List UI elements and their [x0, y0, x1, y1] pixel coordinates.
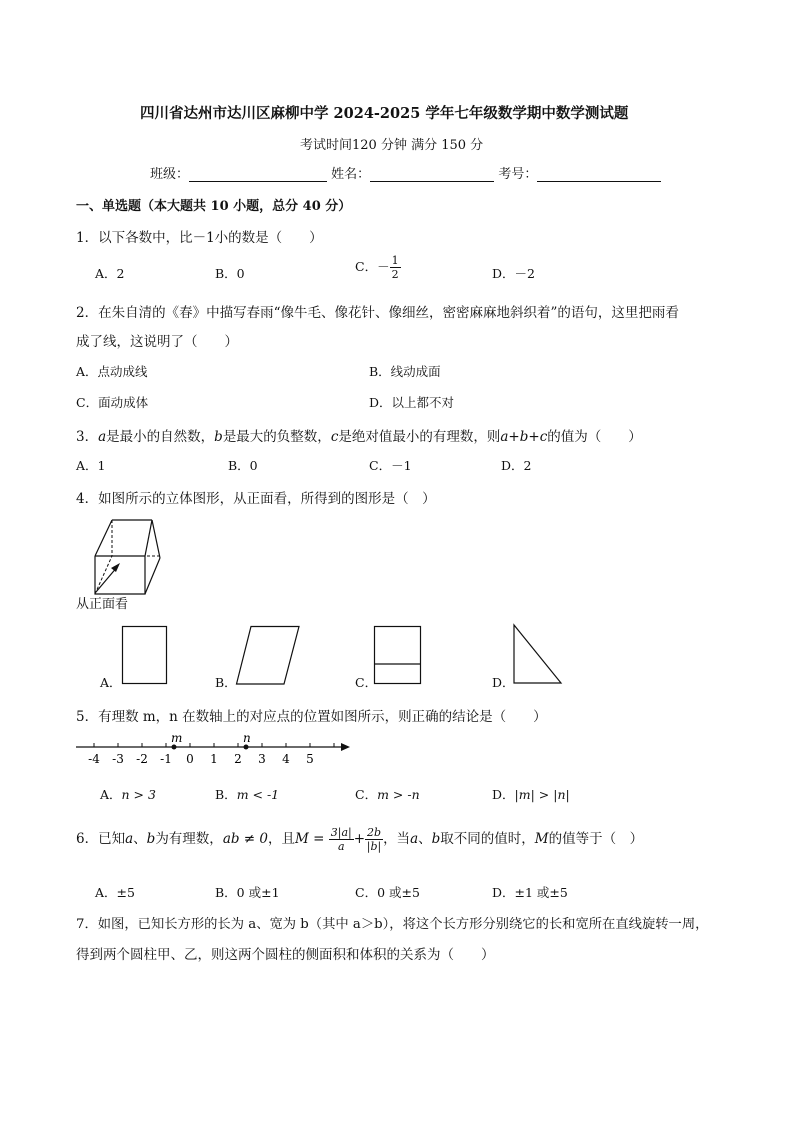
q3-text: 是最小的自然数， — [106, 429, 215, 445]
q3-var-a: a — [98, 429, 107, 445]
q3-expression: a+b+c — [500, 429, 548, 445]
number-line-arrow — [341, 743, 350, 751]
name-blank[interactable] — [370, 167, 494, 182]
q6-fraction-1 — [329, 826, 354, 853]
q2-stem-line2: 成了线，这说明了（ ） — [76, 334, 238, 350]
q6-stem — [76, 826, 643, 853]
q4-solid-figure — [80, 512, 170, 602]
q4-view-label: 从正面看 — [76, 597, 129, 612]
exam-info: 考试时间120 分钟 满分 150 分 — [300, 138, 484, 153]
q2-stem-line1: 2．在朱自清的《春》中描写春雨“像牛毛、像花针、像细丝，密密麻麻地斜织着”的语句，这里把雨看 — [76, 305, 679, 321]
number-line-tick-label: -4 — [88, 752, 100, 766]
q6-fraction-1-num: 3|a| — [330, 826, 352, 839]
q3-option-d[interactable]: D．2 — [501, 458, 532, 473]
q6-fraction-1-den: a — [337, 840, 345, 853]
q5-option-b[interactable] — [215, 785, 279, 803]
q6-text: ，当 — [383, 831, 411, 847]
q6-plus: + — [353, 831, 366, 847]
number-line-tick-label: 0 — [186, 752, 194, 766]
q7-stem-line2: 得到两个圆柱甲、乙，则这两个圆柱的侧面积和体积的关系为（ ） — [76, 947, 495, 963]
q1-option-c[interactable] — [355, 254, 401, 281]
q6-text: 的值等于（ ） — [548, 831, 644, 847]
q1-option-c-prefix: C．－ — [355, 259, 390, 274]
q6-var-a: a — [410, 831, 419, 847]
q6-fraction-2-den: |b| — [366, 840, 382, 853]
q6-var-b: b — [146, 831, 156, 847]
q3-text: 3． — [76, 429, 99, 445]
q4-option-b-parallelogram[interactable] — [236, 626, 300, 686]
q2-option-a[interactable]: A．点动成线 — [76, 364, 148, 379]
q3-var-b: b — [214, 429, 223, 445]
q6-var-a: a — [125, 831, 134, 847]
q5-option-a[interactable] — [100, 785, 156, 803]
number-line-tick-label: 5 — [306, 752, 314, 766]
q6-text: 、 — [133, 831, 147, 847]
q6-M-equals: M = — [295, 831, 325, 847]
q6-option-b[interactable]: B．0 或±1 — [215, 885, 280, 900]
class-label: 班级： — [150, 167, 190, 182]
number-line-tick-label: -1 — [160, 752, 172, 766]
number-line-tick-label: 4 — [282, 752, 290, 766]
point-n — [244, 745, 249, 750]
q3-option-a[interactable]: A．1 — [76, 458, 106, 473]
point-m — [172, 745, 177, 750]
q4-option-a[interactable]: A． — [100, 675, 122, 690]
q5-option-d-text: |m| > |n| — [514, 787, 570, 802]
q1-fraction-num: 1 — [391, 254, 399, 267]
q4-option-b[interactable]: B． — [215, 675, 237, 690]
q7-stem-line1: 7．如图，已知长方形的长为 a、宽为 b（其中 a＞b），将这个长方形分别绕它的长和宽所在直线旋转一周， — [76, 917, 709, 932]
q1-option-d[interactable]: D．－2 — [492, 266, 535, 281]
q5-option-d[interactable] — [492, 785, 570, 803]
q6-text: 、 — [418, 831, 432, 847]
q6-text: 为有理数， — [155, 831, 223, 847]
number-line-tick-label: 1 — [210, 752, 218, 766]
q4-option-c[interactable]: C． — [355, 675, 378, 690]
q5-option-b-prefix: B． — [215, 787, 237, 802]
q6-option-c[interactable]: C．0 或±5 — [355, 885, 420, 900]
number-line-tick-label: 2 — [234, 752, 242, 766]
name-label: 姓名： — [331, 167, 371, 182]
q6-option-a[interactable]: A．±5 — [95, 885, 135, 900]
q4-option-c-split-rectangle[interactable] — [374, 626, 422, 686]
q2-option-d[interactable]: D．以上都不对 — [369, 395, 455, 410]
q5-option-a-text: n > 3 — [121, 787, 156, 802]
q6-condition: ab ≠ 0 — [222, 831, 268, 847]
q6-text: 6．已知 — [76, 831, 126, 847]
q1-option-b[interactable]: B．0 — [215, 266, 245, 281]
q3-var-c: c — [330, 429, 339, 445]
q3-option-c[interactable]: C．－1 — [369, 458, 412, 473]
q5-option-a-prefix: A． — [100, 787, 122, 802]
id-label: 考号： — [498, 167, 538, 182]
q5-number-line — [76, 730, 356, 770]
q3-text: 的值为（ ） — [547, 429, 642, 445]
q2-option-b[interactable]: B．线动成面 — [369, 364, 441, 379]
q3-option-b[interactable]: B．0 — [228, 458, 258, 473]
id-blank[interactable] — [537, 167, 661, 182]
student-info-row — [150, 163, 661, 182]
page-title: 四川省达州市达川区麻柳中学 2024-2025 学年七年级数学期中数学测试题 — [140, 105, 629, 122]
q6-option-d[interactable]: D．±1 或±5 — [492, 885, 568, 900]
number-line-tick-label: -3 — [112, 752, 124, 766]
label-m: m — [171, 731, 183, 745]
number-line-tick-label: 3 — [258, 752, 266, 766]
q6-fraction-2 — [365, 826, 383, 853]
q6-var-b: b — [431, 831, 441, 847]
q1-fraction-den: 2 — [391, 268, 399, 281]
q5-option-d-prefix: D． — [492, 787, 515, 802]
q4-option-a-rectangle[interactable] — [122, 626, 168, 686]
q3-stem — [76, 425, 642, 445]
number-line-tick-label: -2 — [136, 752, 148, 766]
q1-stem: 1．以下各数中，比－1小的数是（ ） — [76, 230, 323, 246]
q1-option-a[interactable]: A．2 — [95, 266, 125, 281]
q4-option-d-triangle[interactable] — [513, 624, 563, 686]
q4-stem: 4．如图所示的立体图形，从正面看，所得到的图形是（ ） — [76, 491, 436, 507]
q4-option-d[interactable]: D． — [492, 675, 515, 690]
q6-fraction-2-num: 2b — [367, 826, 382, 839]
label-n: n — [243, 731, 251, 745]
q1-fraction — [390, 254, 401, 281]
q6-text: 取不同的值时， — [440, 831, 535, 847]
section-heading: 一、单选题（本大题共 10 小题，总分 40 分） — [76, 199, 352, 214]
q6-var-M: M — [534, 831, 549, 847]
q3-text: 是绝对值最小的有理数，则 — [338, 429, 501, 445]
q5-option-c-text: m > -n — [377, 787, 420, 802]
q5-option-c[interactable] — [355, 785, 420, 803]
q5-option-c-prefix: C． — [355, 787, 378, 802]
q2-option-c[interactable]: C．面动成体 — [76, 395, 149, 410]
q5-stem: 5．有理数 m，n 在数轴上的对应点的位置如图所示，则正确的结论是（ ） — [76, 709, 547, 725]
q6-text: ，且 — [268, 831, 295, 847]
q5-option-b-text: m < -1 — [236, 787, 280, 802]
class-blank[interactable] — [189, 167, 327, 182]
q3-text: 是最大的负整数， — [222, 429, 331, 445]
